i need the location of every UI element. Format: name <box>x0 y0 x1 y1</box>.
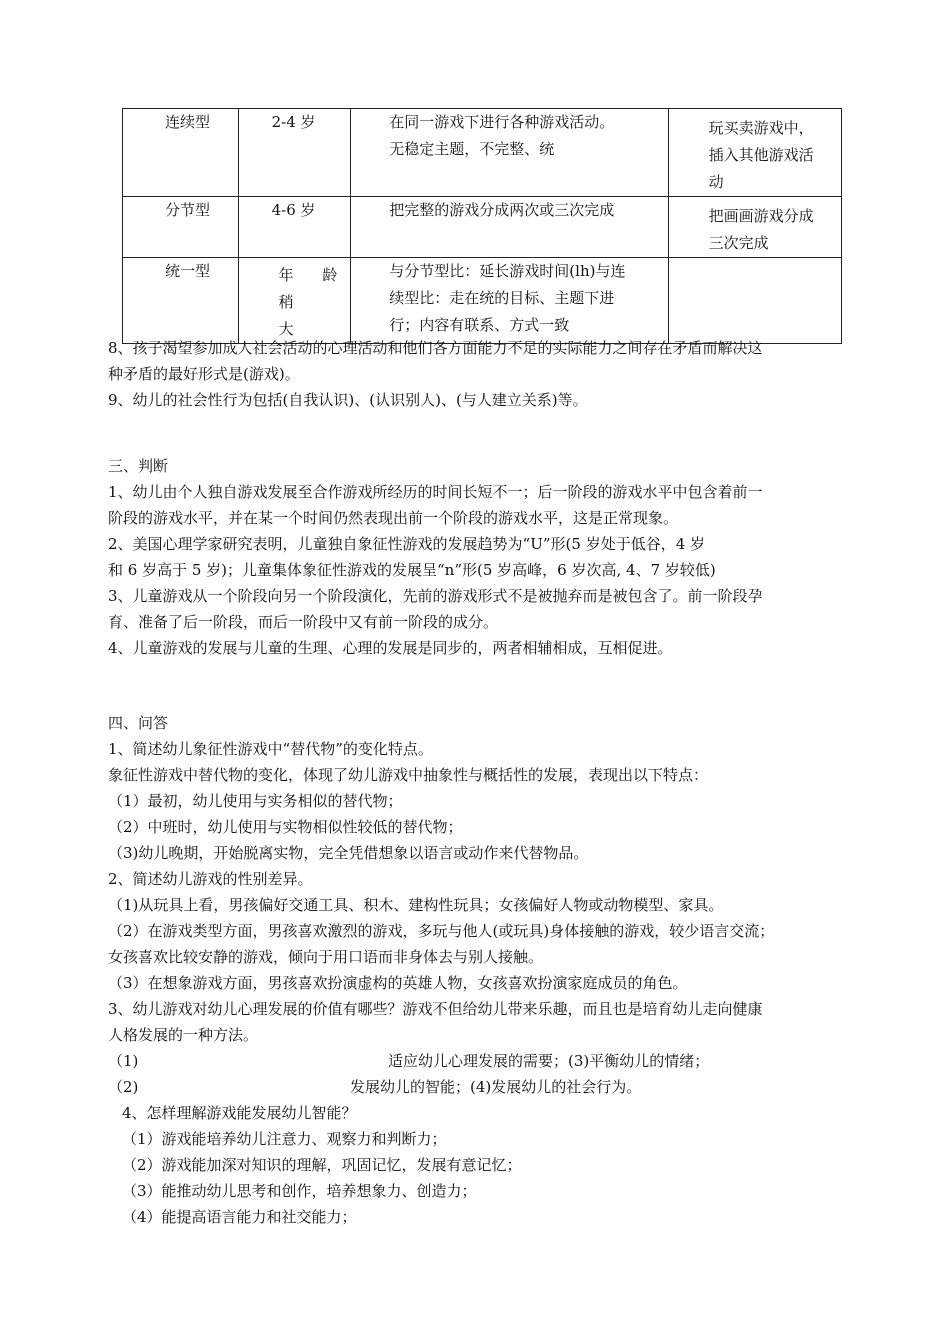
paragraph-line: （2）在游戏类型方面，男孩喜欢激烈的游戏，多玩与他人(或玩具)身体接触的游戏，较少语言交流； <box>108 922 775 940</box>
paragraph-line: 8、孩子渴望参加成人社会活动的心理活动和他们各方面能力不足的实际能力之间存在矛盾而解决这 <box>108 339 763 357</box>
paragraph-line: （3）能推动幼儿思考和创作，培养想象力、创造力； <box>122 1182 477 1200</box>
table-row <box>123 109 842 197</box>
paragraph-line: 育、准备了后一阶段，而后一阶段中又有前一阶段的成分。 <box>108 613 499 631</box>
paragraph-line: 女孩喜欢比较安静的游戏，倾向于用口语而非身体去与别人接触。 <box>108 948 544 966</box>
paragraph-line: （1）游戏能培养幼儿注意力、观察力和判断力； <box>122 1130 447 1148</box>
type-cell: 分节型 <box>165 201 211 219</box>
desc-cell: 在同一游戏下进行各种游戏活动。 无稳定主题，不完整、统 <box>389 113 615 158</box>
paragraph-line: 2、美国心理学家研究表明，儿童独自象征性游戏的发展趋势为“U”形(5 岁处于低谷，4 岁 <box>108 535 706 553</box>
age-cell: 2-4 岁 <box>271 113 316 131</box>
table-row <box>123 258 842 344</box>
paragraph-line: 和 6 岁高于 5 岁)；儿童集体象征性游戏的发展呈“n”形(5 岁高峰，6 岁次高, 4、7 岁较低) <box>108 561 716 579</box>
list-marker: （2) <box>108 1078 139 1096</box>
paragraph-line: （3)幼儿晚期，开始脱离实物，完全凭借想象以语言或动作来代替物品。 <box>108 844 589 862</box>
paragraph-line: 4、儿童游戏的发展与儿童的生理、心理的发展是同步的，两者相辅相成，互相促进。 <box>108 639 673 657</box>
section-heading-qa: 四、问答 <box>108 714 169 732</box>
paragraph-line: 2、简述幼儿游戏的性别差异。 <box>108 870 313 888</box>
game-types-table <box>122 108 842 344</box>
example-cell: 把画画游戏分成 三次完成 <box>708 207 814 252</box>
paragraph-line: （2）中班时，幼儿使用与实物相似性较低的替代物； <box>108 818 463 836</box>
paragraph-line: 1、简述幼儿象征性游戏中“替代物”的变化特点。 <box>108 740 433 758</box>
paragraph-line: 1、幼儿由个人独自游戏发展至合作游戏所经历的时间长短不一；后一阶段的游戏水平中包含着前一 <box>108 483 763 501</box>
desc-cell: 与分节型比：延长游戏时间(lh)与连 续型比：走在统的目标、主题下进 行；内容有联系、方式一致 <box>389 262 626 334</box>
paragraph-line: 发展幼儿的智能；(4)发展幼儿的社会行为。 <box>350 1078 642 1096</box>
paragraph-line: （2）游戏能加深对知识的理解，巩固记忆，发展有意记忆； <box>122 1156 522 1174</box>
desc-cell: 把完整的游戏分成两次或三次完成 <box>389 201 615 219</box>
paragraph-line: （1)从玩具上看，男孩偏好交通工具、积木、建构性玩具；女孩偏好人物或动物模型、家具。 <box>108 896 724 914</box>
paragraph-line: （3）在想象游戏方面，男孩喜欢扮演虚构的英雄人物，女孩喜欢扮演家庭成员的角色。 <box>108 974 688 992</box>
paragraph-line: 4、怎样理解游戏能发展幼儿智能？ <box>122 1104 357 1122</box>
type-cell: 连续型 <box>165 113 211 131</box>
example-cell: 玩买卖游戏中， 插入其他游戏活 动 <box>708 119 814 191</box>
example-cell <box>668 258 841 344</box>
list-marker: （1) <box>108 1052 139 1070</box>
age-cell: 年 龄 稍 大 <box>278 266 350 338</box>
paragraph-line: 9、幼儿的社会性行为包括(自我认识)、(认识别人)、(与人建立关系)等。 <box>108 391 588 409</box>
age-cell: 4-6 岁 <box>271 201 316 219</box>
paragraph-line: 种矛盾的最好形式是(游戏)。 <box>108 365 300 383</box>
paragraph-line: （1）最初，幼儿使用与实务相似的替代物； <box>108 792 403 810</box>
paragraph-line: 象征性游戏中替代物的变化，体现了幼儿游戏中抽象性与概括性的发展，表现出以下特点： <box>108 766 709 784</box>
paragraph-line: 适应幼儿心理发展的需要；(3)平衡幼儿的情绪； <box>388 1052 710 1070</box>
paragraph-line: 3、儿童游戏从一个阶段向另一个阶段演化，先前的游戏形式不是被抛弃而是被包含了。前一阶段孕 <box>108 587 763 605</box>
paragraph-line: （4）能提高语言能力和社交能力； <box>122 1208 357 1226</box>
paragraph-line: 3、幼儿游戏对幼儿心理发展的价值有哪些？游戏不但给幼儿带来乐趣，而且也是培育幼儿走向健康 <box>108 1000 763 1018</box>
section-heading-judgement: 三、判断 <box>108 457 169 475</box>
type-cell: 统一型 <box>165 262 211 280</box>
paragraph-line: 阶段的游戏水平，并在某一个时间仍然表现出前一个阶段的游戏水平，这是正常现象。 <box>108 509 679 527</box>
paragraph-line: 人格发展的一种方法。 <box>108 1026 259 1044</box>
table-row <box>123 197 842 258</box>
